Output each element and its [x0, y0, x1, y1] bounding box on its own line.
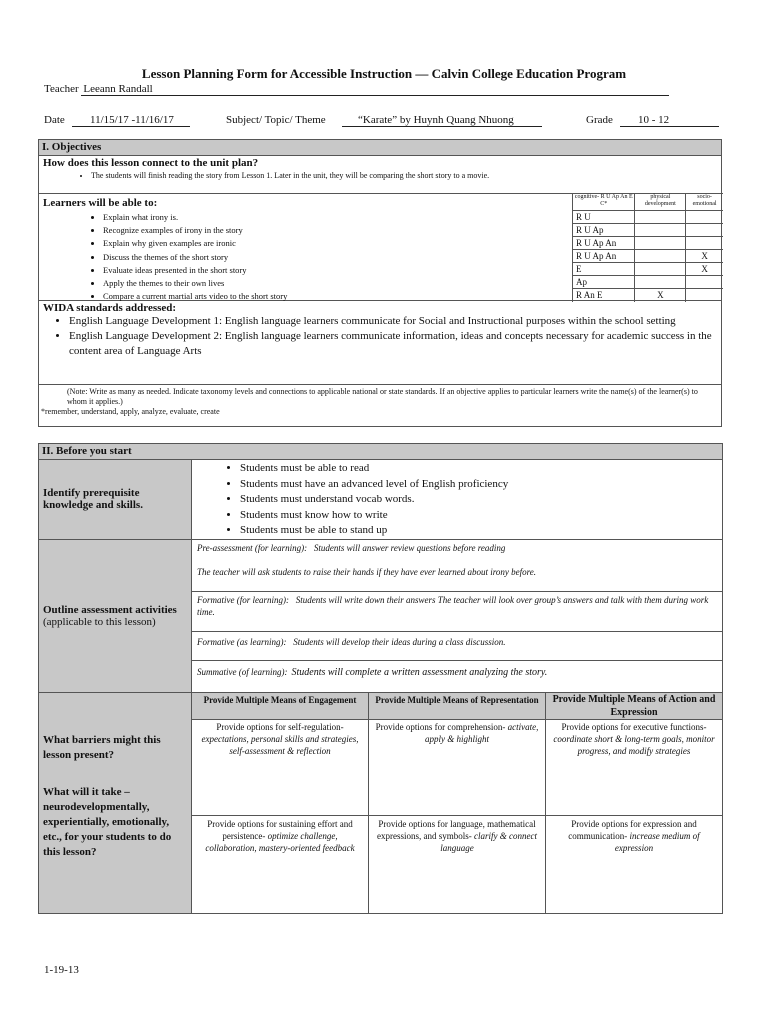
physical-cell: [635, 237, 686, 250]
form1-text: Students will write down their answers The teacher will look over group’s answers and talk with them during work time.: [197, 594, 709, 617]
pre-label: Pre-assessment (for learning):: [197, 542, 308, 553]
footer-date: 1-19-13: [44, 964, 79, 976]
connect-answer: • The students will finish reading the story from Lesson 1. Later in the unit, they will be comparing the short story to a movie.: [91, 171, 717, 180]
objectives-section: [38, 139, 722, 427]
grade-field[interactable]: 10 - 12: [620, 114, 719, 127]
taxonomy-footnote: *remember, understand, apply, analyze, evaluate, create: [41, 407, 220, 416]
formative-as: [192, 631, 723, 660]
col-physical: physical development: [635, 194, 686, 211]
prereq-item: • Students must be able to stand up: [240, 523, 722, 539]
summ-text: Students will complete a written assessment analyzing the story.: [291, 666, 548, 678]
form1-label: Formative (for learning):: [197, 594, 289, 605]
cognitive-cell: R U Ap An: [573, 250, 635, 263]
socio-cell: X: [686, 250, 723, 263]
r2-engagement: Provide options for sustaining effort and persistence- optimize challenge, collaboration, mastery-oriented feedback: [192, 815, 369, 913]
socio-cell: [686, 224, 723, 237]
formative-for: [192, 591, 723, 631]
prereq-item: • Students must understand vocab words.: [240, 492, 722, 508]
learner-objective: • Apply the themes to their own lives: [103, 277, 565, 290]
learners-block: [39, 194, 721, 301]
prereq-item: • Students must be able to read: [240, 461, 722, 477]
pre-assessment: [192, 539, 723, 591]
learner-objectives-list: [65, 211, 565, 303]
learner-objective: • Discuss the themes of the short story: [103, 251, 565, 264]
socio-cell: [686, 237, 723, 250]
assess-sub: (applicable to this lesson): [43, 615, 156, 628]
form2-label: Formative (as learning):: [197, 636, 287, 647]
learner-objective: • Explain why given examples are ironic: [103, 237, 565, 250]
subject-label: Subject/ Topic/ Theme: [226, 114, 326, 126]
socio-cell: [686, 276, 723, 289]
wida-standard-1: • English Language Development 1: English language learners communicate for Social and Instructional purposes within the school setting: [69, 314, 717, 329]
cognitive-cell: E: [573, 263, 635, 276]
before-start-table: [38, 443, 723, 914]
unit-connection: [39, 156, 721, 194]
col-representation: Provide Multiple Means of Representation: [369, 692, 546, 719]
learner-objective: • Evaluate ideas presented in the short story: [103, 264, 565, 277]
cognitive-cell: R U Ap: [573, 224, 635, 237]
before-header: II. Before you start: [39, 444, 723, 460]
connect-question: How does this lesson connect to the unit plan?: [43, 157, 259, 169]
wida-standard-2: • English Language Development 2: English language learners communicate information, ideas and concepts necessary for academic success in the content area of Language Arts: [69, 329, 717, 359]
physical-cell: [635, 276, 686, 289]
prereq-item: • Students must know how to write: [240, 508, 722, 524]
barriers-cell: [39, 692, 192, 913]
grade-label: Grade: [586, 114, 613, 126]
physical-cell: [635, 250, 686, 263]
prereq-item: • Students must have an advanced level of English proficiency: [240, 477, 722, 493]
physical-cell: X: [635, 289, 686, 302]
socio-cell: X: [686, 263, 723, 276]
physical-cell: [635, 263, 686, 276]
wida-block: [39, 301, 721, 385]
col-engagement: Provide Multiple Means of Engagement: [192, 692, 369, 719]
teacher-label: Teacher: [44, 83, 79, 95]
cognitive-cell: R U: [573, 211, 635, 224]
socio-cell: [686, 211, 723, 224]
subject-field[interactable]: “Karate” by Huynh Quang Nhuong: [342, 114, 542, 127]
physical-cell: [635, 211, 686, 224]
objectives-header: I. Objectives: [39, 140, 721, 156]
r2-representation: Provide options for language, mathematical expressions, and symbols- clarify & connect language: [369, 815, 546, 913]
r1-representation: Provide options for comprehension- activate, apply & highlight: [369, 719, 546, 815]
objectives-note: (Note: Write as many as needed. Indicate taxonomy levels and connections to applicable national or state standards. If an objective applies to particular learners write the name(s) of the learner(s) to whom it applies.): [67, 387, 698, 406]
cognitive-cell: R An E: [573, 289, 635, 302]
learner-objective: • Explain what irony is.: [103, 211, 565, 224]
take-question: What will it take – neurodevelopmentally, experientially, emotionally, etc., for your students to do this lesson?: [43, 785, 172, 858]
pre-text-2: The teacher will ask students to raise their hands if they have ever learned about irony before.: [197, 566, 537, 577]
physical-cell: [635, 224, 686, 237]
summative: [192, 660, 723, 692]
learner-objective: • Recognize examples of irony in the story: [103, 224, 565, 237]
r2-action-expression: Provide options for expression and communication- increase medium of expression: [546, 815, 723, 913]
teacher-field[interactable]: Leeann Randall: [81, 83, 669, 96]
socio-cell: [686, 289, 723, 302]
learners-label: Learners will be able to:: [43, 197, 158, 209]
prereq-label: Identify prerequisite knowledge and skills.: [39, 460, 192, 540]
teacher-row: [44, 83, 669, 96]
assessment-cell: [39, 539, 192, 692]
page-title: Lesson Planning Form for Accessible Instruction — Calvin College Education Program: [141, 66, 627, 81]
barriers-question: What barriers might this lesson present?: [43, 733, 161, 761]
taxonomy-table: [572, 193, 723, 302]
col-cognitive: cognitive- R U Ap An E C*: [573, 194, 635, 211]
col-socio: socio- emotional: [686, 194, 723, 211]
learner-objective: • Compare a current martial arts video to the short story: [103, 290, 565, 303]
cognitive-cell: R U Ap An: [573, 237, 635, 250]
cognitive-cell: Ap: [573, 276, 635, 289]
summ-label: Summative (of learning):: [197, 666, 288, 677]
wida-label: WIDA standards addressed:: [43, 302, 177, 314]
form2-text: Students will develop their ideas during a class discussion.: [293, 636, 506, 647]
pre-text: Students will answer review questions before reading: [313, 542, 506, 553]
r1-action-expression: Provide options for executive functions- coordinate short & long-term goals, monitor progress, and modify strategies: [546, 719, 723, 815]
r1-engagement: Provide options for self-regulation- expectations, personal skills and strategies, self-assessment & reflection: [192, 719, 369, 815]
prereq-list: [192, 461, 722, 539]
col-action-expression: Provide Multiple Means of Action and Expression: [546, 692, 723, 719]
date-label: Date: [44, 114, 65, 126]
date-field[interactable]: 11/15/17 -11/16/17: [72, 114, 190, 127]
assess-label: Outline assessment activities: [43, 603, 177, 616]
